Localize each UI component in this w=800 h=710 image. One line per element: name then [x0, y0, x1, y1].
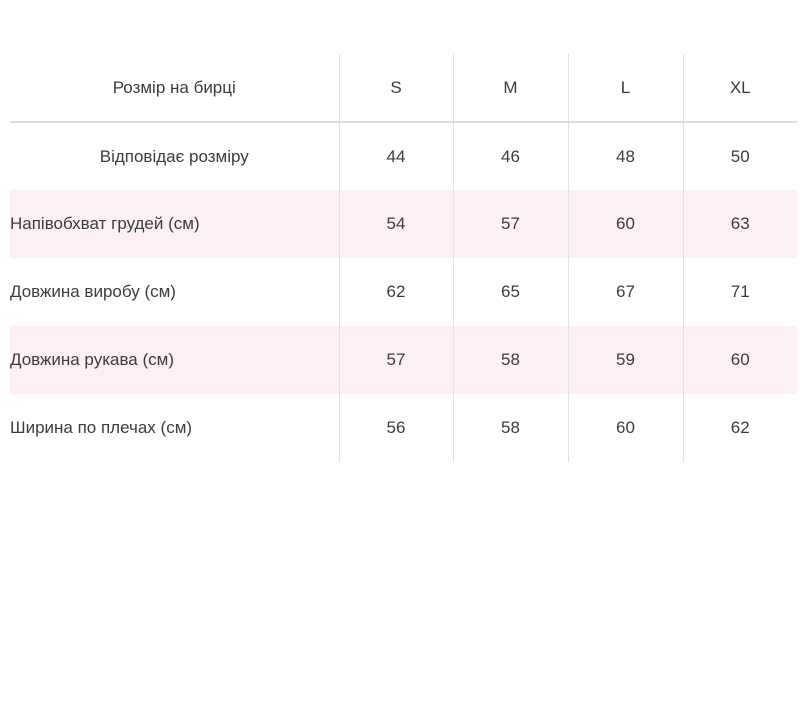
measurement-value: 65 [453, 258, 568, 326]
size-chart-table [10, 54, 797, 462]
size-row-value: 44 [339, 122, 453, 190]
size-column-header-m: M [453, 54, 568, 122]
size-row-value: 50 [683, 122, 797, 190]
measurement-label: Ширина по плечах (см) [10, 418, 193, 437]
measurement-value: 56 [339, 394, 453, 462]
measurement-value: 54 [339, 190, 453, 258]
measurement-value: 62 [683, 394, 797, 462]
measurement-label: Довжина рукава (см) [10, 350, 174, 369]
size-column-header-s: S [339, 54, 453, 122]
size-row-value: 46 [453, 122, 568, 190]
measurement-value: 58 [453, 394, 568, 462]
size-column-header-l: L [568, 54, 683, 122]
measurement-row-chest [10, 190, 797, 258]
measurement-value: 63 [683, 190, 797, 258]
measurement-row-shoulders [10, 394, 797, 462]
measurement-value: 58 [453, 326, 568, 394]
measurement-value: 60 [683, 326, 797, 394]
measurement-row-length [10, 258, 797, 326]
measurement-row-sleeve [10, 326, 797, 394]
measurement-value: 59 [568, 326, 683, 394]
measurement-value: 71 [683, 258, 797, 326]
measurement-value: 62 [339, 258, 453, 326]
measurement-value: 67 [568, 258, 683, 326]
measurement-value: 60 [568, 190, 683, 258]
measurement-value: 57 [453, 190, 568, 258]
size-column-header-xl: XL [683, 54, 797, 122]
measurement-value: 60 [568, 394, 683, 462]
size-equivalent-row [10, 122, 797, 190]
measurement-value: 57 [339, 326, 453, 394]
size-row-label: Відповідає розміру [99, 146, 249, 166]
header-row [10, 54, 797, 122]
measurement-label: Довжина виробу (см) [10, 282, 176, 301]
size-row-value: 48 [568, 122, 683, 190]
measurement-label: Напівобхват грудей (см) [10, 214, 200, 233]
header-label-cell: Розмір на бирці [10, 54, 339, 122]
